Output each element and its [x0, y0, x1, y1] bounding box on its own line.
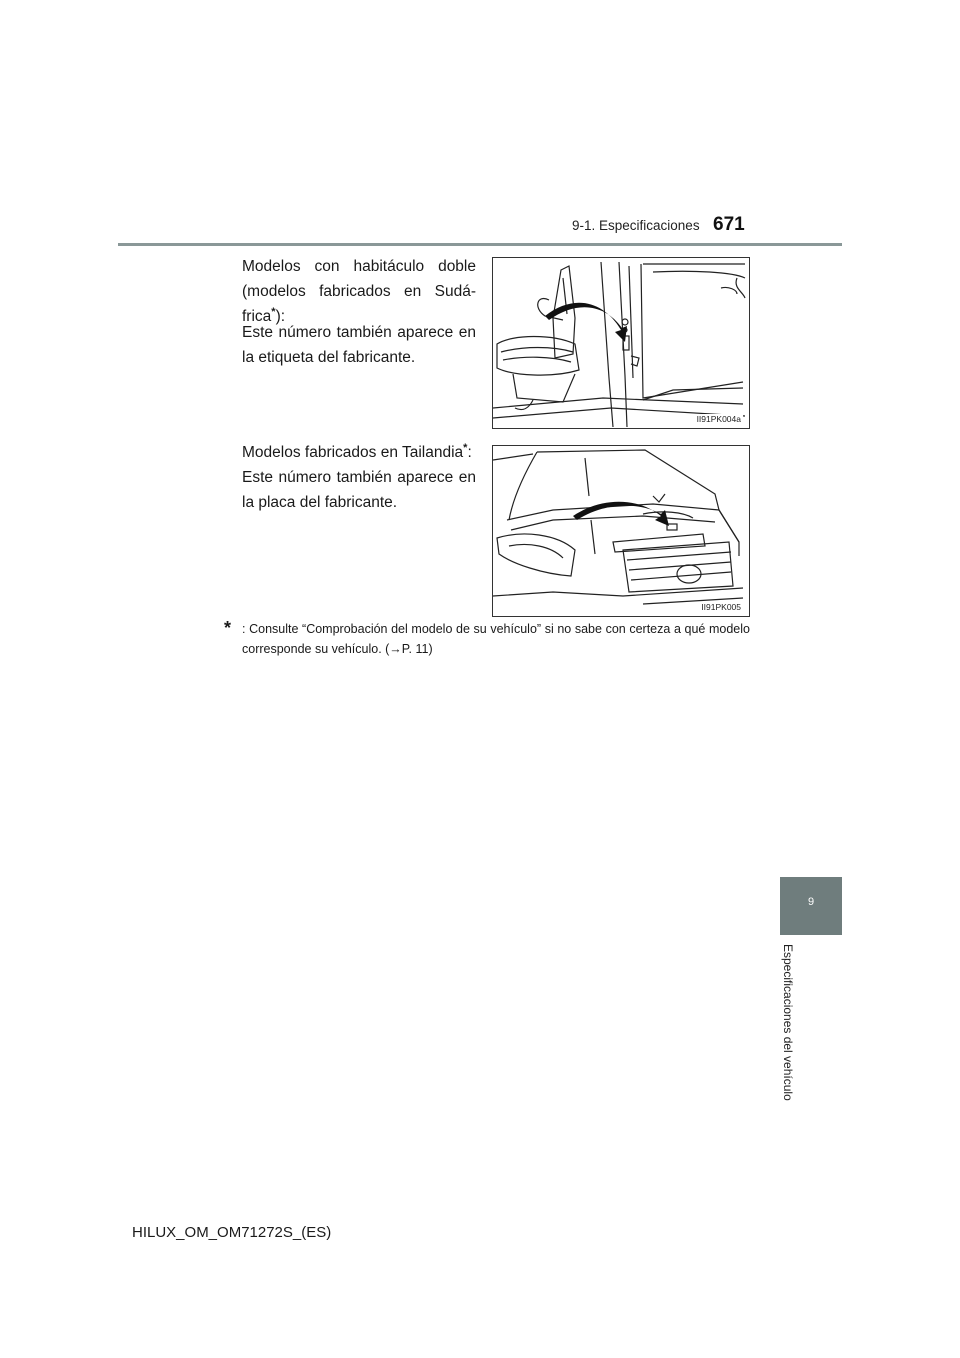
- document-code: HILUX_OM_OM71272S_(ES): [132, 1224, 332, 1241]
- engine-bay-illustration: [493, 446, 748, 615]
- footnote-asterisk: *: [224, 618, 232, 638]
- page-number: 671: [713, 214, 745, 235]
- asterisk-mark: *: [463, 442, 468, 454]
- seat-door-illustration: [493, 258, 748, 427]
- block-2-heading-end: :: [467, 444, 472, 461]
- figure-seat-label: [492, 257, 750, 429]
- header-rule: [118, 243, 842, 246]
- footnote: [224, 618, 750, 659]
- chapter-label: [781, 944, 807, 1124]
- figure-hood-plate: [492, 445, 750, 617]
- footnote-text: : Consulte “Comprobación del modelo de su vehículo” si no sabe con certeza a qué modelo corresponde su vehículo. (→P. 11): [242, 622, 750, 656]
- chapter-number: 9: [807, 896, 815, 908]
- block-2-heading-text: Modelos fabricados en Tailandia: [242, 444, 464, 461]
- section-title: 9-1. Especificaciones: [572, 218, 700, 233]
- figure-1-code: II91PK004a: [696, 414, 741, 424]
- block-1-note: Este número también aparece en la etiqueta del fabricante.: [242, 324, 476, 366]
- block-2-heading: [242, 440, 482, 465]
- chapter-tab: [780, 877, 842, 935]
- block-2-note: Este número también aparece en la placa del fabricante.: [242, 469, 476, 511]
- figure-2-code: II91PK005: [701, 602, 741, 612]
- chapter-label-text: Especificaciones del vehículo: [781, 944, 795, 1101]
- asterisk-mark: *: [271, 306, 276, 318]
- block-1-heading-end: ):: [275, 308, 286, 325]
- block-1-heading-text: Modelos con habitáculo doble (modelos fabricados en Sudá-frica: [242, 258, 476, 325]
- block-1-heading: [242, 254, 476, 329]
